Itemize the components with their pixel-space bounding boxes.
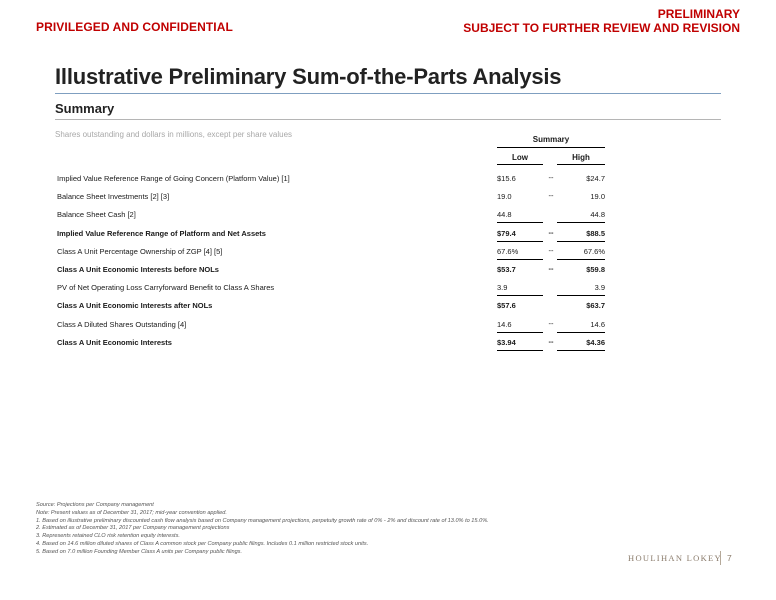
- low-value: $57.6: [497, 301, 516, 311]
- high-value: 44.8: [590, 210, 605, 220]
- high-value: $63.7: [586, 301, 605, 311]
- low-value: 14.6: [497, 319, 512, 329]
- summary-column-group-header: Summary: [532, 135, 570, 144]
- subtotal-rule-low: [497, 295, 543, 296]
- subtotal-rule-high: [557, 295, 605, 296]
- table-row-total: [0, 334, 776, 352]
- preliminary-line2: SUBJECT TO FURTHER REVIEW AND REVISION: [463, 21, 740, 35]
- high-value: $24.7: [586, 174, 605, 183]
- row-label: Class A Unit Economic Interests before NOLs: [57, 264, 219, 274]
- title-divider: [55, 93, 721, 94]
- sotp-table: [0, 170, 776, 352]
- low-value: $3.94: [497, 337, 516, 347]
- footnote: 3. Represents retained CLO risk retention equity interests.: [36, 533, 180, 540]
- low-value: $15.6: [497, 174, 516, 183]
- table-row: [0, 279, 776, 297]
- footnote: 4. Based on 14.6 million diluted shares of Class A common stock per Company public filings. Includes 0.1 million restricted stock units.: [36, 540, 369, 547]
- range-separator: --: [548, 191, 554, 201]
- units-note: Shares outstanding and dollars in millions, except per share values: [55, 130, 293, 139]
- table-row: [0, 188, 776, 206]
- subtotal-rule-low: [497, 241, 543, 242]
- subtotal-rule-high: [557, 259, 605, 260]
- table-row: [0, 316, 776, 334]
- row-label: Balance Sheet Investments [2] [3]: [57, 192, 170, 202]
- high-value: 67.6%: [583, 246, 605, 256]
- row-label: Class A Unit Percentage Ownership of ZGP [4] [5]: [57, 246, 223, 256]
- row-label: Class A Unit Economic Interests after NOLs: [57, 301, 213, 311]
- row-label: Class A Diluted Shares Outstanding [4]: [57, 319, 187, 329]
- subtotal-rule-low: [497, 259, 543, 260]
- footnote: 1. Based on illustrative preliminary discounted cash flow analysis based on Company management projections, perpetuity growth rate of 0% - 2% and discount rate of 13.0% to 15.0%.: [36, 517, 489, 524]
- total-rule-low: [497, 350, 543, 351]
- subtotal-rule-low: [497, 222, 543, 223]
- subtotal-rule-high: [557, 222, 605, 223]
- summary-header-rule: [497, 147, 605, 148]
- high-value: $4.36: [586, 337, 605, 347]
- subtotal-rule-high: [557, 332, 605, 333]
- row-label: Balance Sheet Cash [2]: [57, 210, 136, 220]
- low-value: $53.7: [497, 264, 516, 274]
- brand-logo: HOULIHAN LOKEY: [628, 553, 722, 563]
- high-value: 19.0: [590, 192, 605, 202]
- footnote: Source: Projections per Company management: [36, 502, 154, 508]
- section-subtitle: Summary: [55, 101, 115, 116]
- footnotes: [36, 502, 656, 557]
- low-value: $79.4: [497, 228, 516, 238]
- low-header-rule: [497, 164, 543, 165]
- table-row: [0, 170, 776, 188]
- low-value: 67.6%: [497, 246, 519, 256]
- total-rule-high: [557, 350, 605, 351]
- table-row-subtotal: [0, 261, 776, 279]
- range-separator: --: [548, 263, 554, 273]
- row-label: Implied Value Reference Range of Platform and Net Assets: [57, 228, 266, 238]
- range-separator: --: [548, 173, 554, 182]
- subtitle-divider: [55, 119, 721, 120]
- row-label: Implied Value Reference Range of Going Concern (Platform Value) [1]: [57, 174, 290, 183]
- low-column-header: Low: [512, 153, 528, 162]
- row-label: PV of Net Operating Loss Carryforward Benefit to Class A Shares: [57, 283, 275, 293]
- range-separator: --: [548, 227, 554, 237]
- low-value: 44.8: [497, 210, 512, 220]
- page-title: Illustrative Preliminary Sum-of-the-Parts Analysis: [55, 64, 562, 89]
- low-value: 19.0: [497, 192, 512, 202]
- table-row: [0, 206, 776, 224]
- subtotal-rule-low: [497, 332, 543, 333]
- range-separator: --: [548, 336, 554, 346]
- footnote: 2. Estimated as of December 31, 2017 per Company management projections: [36, 525, 230, 532]
- footnote: 5. Based on 7.0 million Founding Member Class A units per Company public filings.: [36, 548, 243, 555]
- table-row: [0, 243, 776, 261]
- range-separator: --: [548, 245, 554, 255]
- row-label: Class A Unit Economic Interests: [57, 337, 172, 347]
- table-row-subtotal: [0, 297, 776, 315]
- subtotal-rule-high: [557, 241, 605, 242]
- high-value: 14.6: [590, 319, 605, 329]
- table-row-subtotal: [0, 225, 776, 243]
- low-value: 3.9: [497, 283, 508, 293]
- high-value: 3.9: [594, 283, 605, 293]
- high-value: $88.5: [586, 228, 605, 238]
- footnote: Note: Present values as of December 31, 2017; mid-year convention applied.: [36, 509, 227, 516]
- preliminary-line1: PRELIMINARY: [657, 7, 740, 21]
- high-column-header: High: [572, 153, 590, 162]
- high-header-rule: [557, 164, 605, 165]
- page-number: 7: [727, 553, 732, 563]
- range-separator: --: [548, 318, 554, 328]
- confidentiality-label: PRIVILEGED AND CONFIDENTIAL: [36, 20, 233, 34]
- brand-divider: [720, 551, 721, 565]
- preliminary-label: [463, 7, 740, 35]
- high-value: $59.8: [586, 264, 605, 274]
